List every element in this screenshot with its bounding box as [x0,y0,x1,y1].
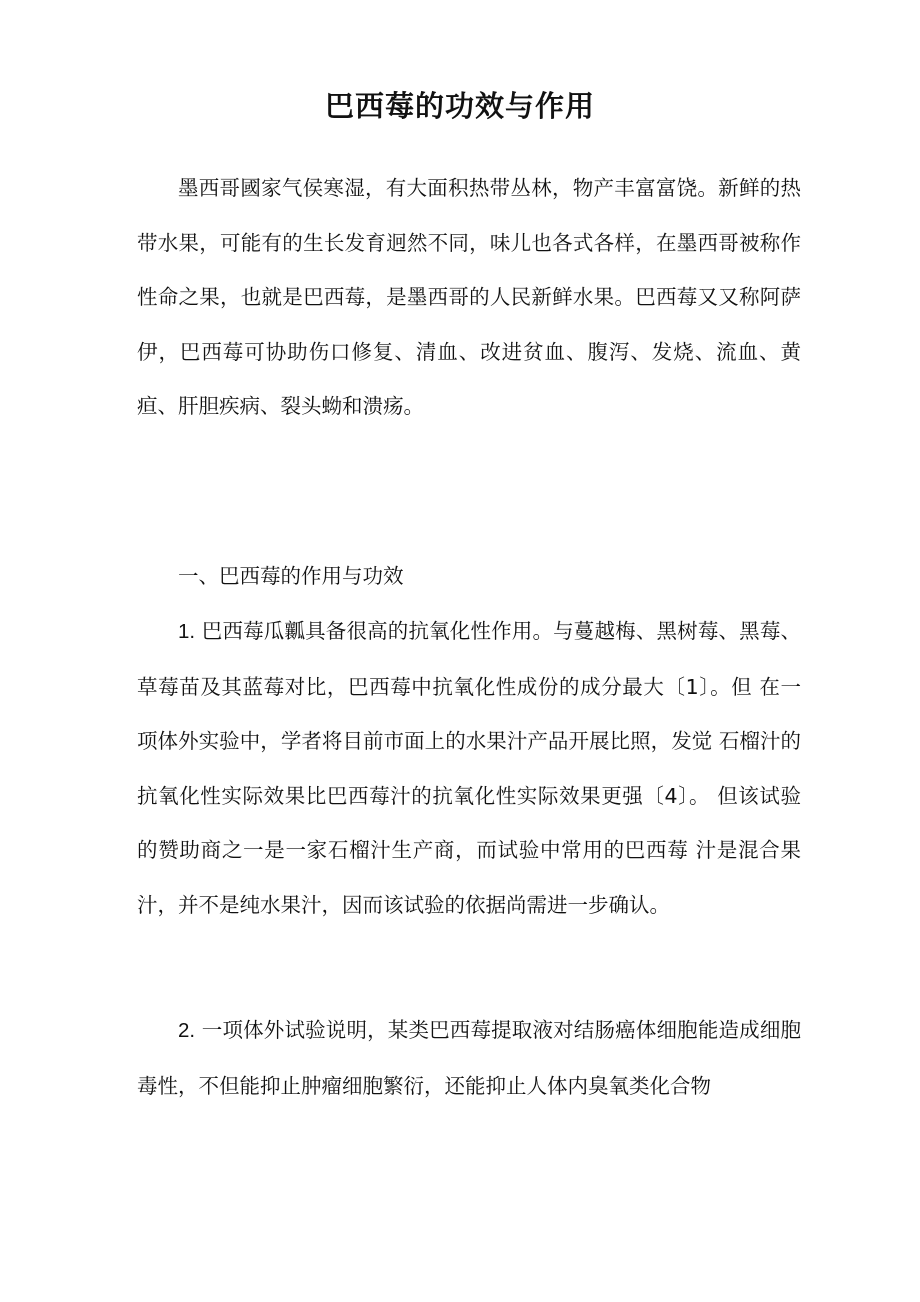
section-heading: 一、巴西莓的作用与功效 [178,564,404,588]
intro-paragraph: 墨西哥國家气侯寒湿，有大面积热带丛林，物产丰富富饶。新鲜的热带水果，可能有的生长发育迥然不同，味儿也各式各样，在墨西哥被称作性命之果，也就是巴西莓，是墨西哥的人民新鲜水果。巴西莓又又称阿萨伊，巴西莓可协助伤口修复、清血、改进贫血、腹泻、发烧、流血、黄疸、肝胆疾病、裂头蚴和溃疡。 [137,176,801,418]
list-item [137,604,801,932]
item-text: 巴西莓瓜瓤具备很高的抗氧化性作用。与蔓越梅、黑树莓、黑莓、草莓苗及其蓝莓对比，巴西莓中抗氧化性成份的成分最大〔1〕。但 在一项体外实验中，学者将目前市面上的水果汁产品开展比照，发觉 石榴汁的抗氧化性实际效果比巴西莓汁的抗氧化性实际效果更强〔4〕。 但该试验的赞助商之一是一家石榴汁生产商，而试验中常用的巴西莓 汁是混合果汁，并不是纯水果汁，因而该试验的依据尚需进一步确认。 [137,619,801,917]
document-title: 巴西莓的功效与作用 [324,89,595,123]
item-number: 1. [178,620,196,643]
item-text: 一项体外试验说明，某类巴西莓提取液对结肠癌体细胞能造成细胞毒性，不但能抑止肿瘤细胞繁衍，还能抑止人体内臭氧类化合物 [137,1018,801,1098]
item-number: 2. [178,1019,196,1042]
list-item [137,1003,801,1113]
